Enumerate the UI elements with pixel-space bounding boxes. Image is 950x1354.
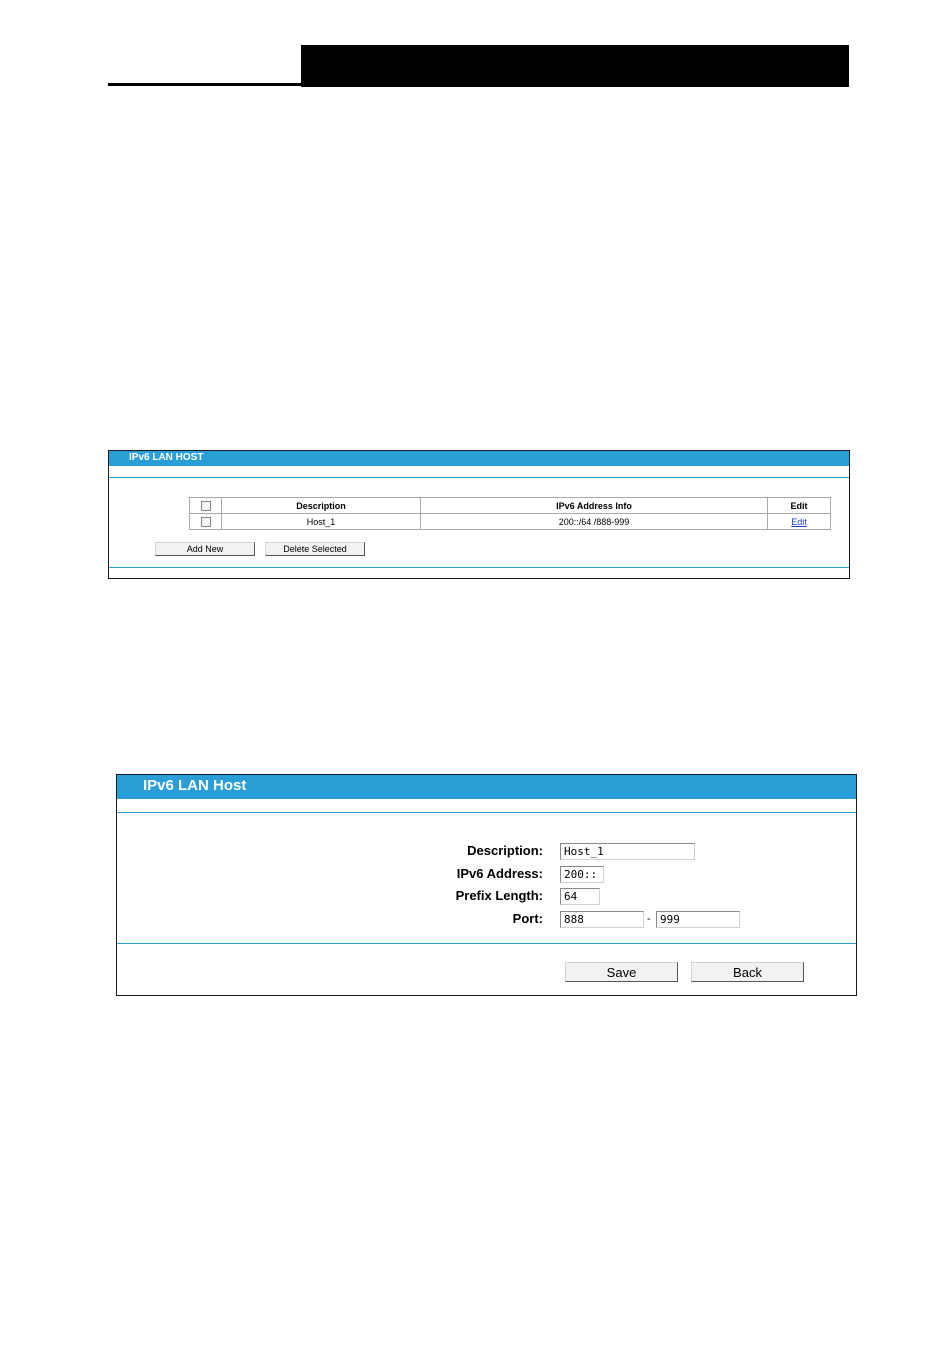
row-description: Host_1 bbox=[222, 514, 421, 530]
row-address-info: 200::/64 /888-999 bbox=[421, 514, 768, 530]
select-all-checkbox[interactable] bbox=[201, 501, 211, 511]
divider bbox=[109, 477, 849, 478]
port-label: Port: bbox=[512, 911, 543, 926]
table-header-row bbox=[190, 498, 831, 514]
description-label: Description: bbox=[467, 843, 543, 858]
ipv6-address-field[interactable]: 200:: bbox=[560, 866, 604, 883]
ipv6-address-label: IPv6 Address: bbox=[456, 866, 543, 881]
delete-selected-button[interactable]: Delete Selected bbox=[265, 542, 365, 556]
add-new-button[interactable]: Add New bbox=[155, 542, 255, 556]
ipv6-lan-host-form-panel bbox=[116, 774, 857, 996]
host-form-title: IPv6 LAN Host bbox=[117, 775, 856, 799]
back-button[interactable]: Back bbox=[691, 962, 804, 982]
row-edit-link[interactable]: Edit bbox=[791, 516, 807, 527]
row-select-cell[interactable] bbox=[190, 514, 222, 530]
row-checkbox[interactable] bbox=[201, 517, 211, 527]
host-table bbox=[189, 497, 831, 530]
column-header-address-info: IPv6 Address Info bbox=[421, 498, 768, 514]
save-button[interactable]: Save bbox=[565, 962, 678, 982]
prefix-length-field[interactable]: 64 bbox=[560, 888, 600, 905]
column-header-description: Description bbox=[222, 498, 421, 514]
divider bbox=[109, 567, 849, 568]
port-start-field[interactable]: 888 bbox=[560, 911, 644, 928]
select-all-cell[interactable] bbox=[190, 498, 222, 514]
description-field[interactable]: Host_1 bbox=[560, 843, 695, 860]
page-header-rule bbox=[108, 83, 302, 86]
port-end-field[interactable]: 999 bbox=[656, 911, 740, 928]
table-row bbox=[190, 514, 831, 530]
divider bbox=[117, 812, 856, 813]
ipv6-lan-host-list-panel bbox=[108, 450, 850, 579]
page-header-bar bbox=[301, 45, 849, 87]
divider bbox=[117, 943, 856, 944]
row-edit-cell bbox=[768, 514, 831, 530]
host-list-title: IPv6 LAN HOST bbox=[109, 451, 849, 466]
column-header-edit: Edit bbox=[768, 498, 831, 514]
prefix-length-label: Prefix Length: bbox=[455, 888, 543, 903]
port-separator: - bbox=[647, 913, 651, 925]
